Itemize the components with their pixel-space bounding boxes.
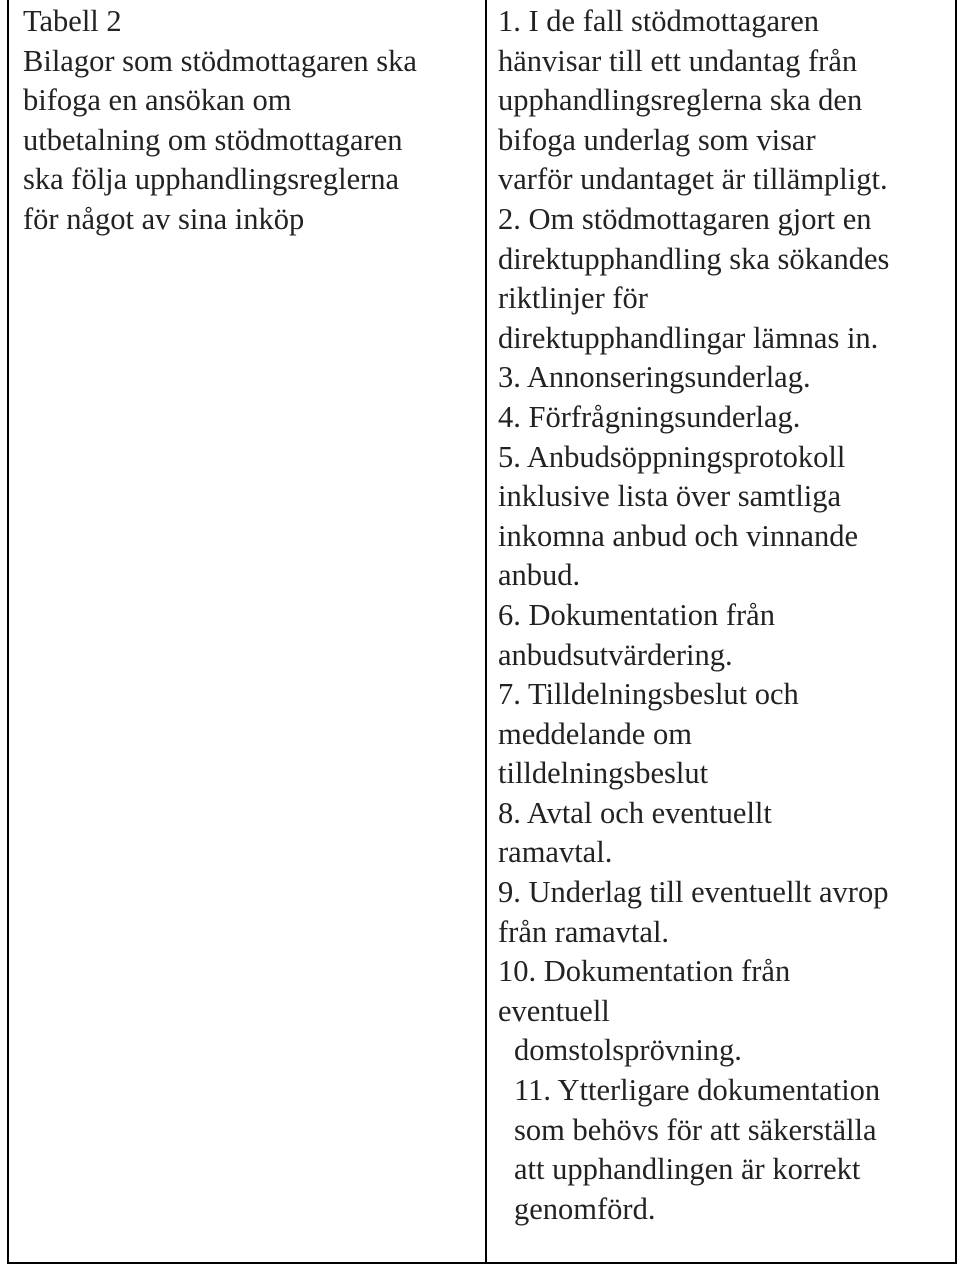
list-item-line: direktupphandlingar lämnas in. [498, 320, 879, 355]
list-item-line: 5. Anbudsöppningsprotokoll [498, 439, 846, 474]
list-item-line: 1. I de fall stödmottagaren [498, 4, 819, 38]
left-cell [23, 2, 473, 240]
list-item-line: 8. Avtal och eventuellt [498, 795, 772, 830]
table-description-line: för något av sina inköp [23, 201, 305, 236]
list-item-line: hänvisar till ett undantag från [498, 43, 858, 78]
list-item-line: inkomna anbud och vinnande [498, 518, 858, 553]
list-item-line: 3. Annonseringsunderlag. [498, 360, 811, 395]
list-item-line: 11. Ytterligare dokumentation [514, 1073, 881, 1108]
list-item-line: tilldelningsbeslut [498, 756, 709, 791]
column-divider [485, 0, 487, 1262]
list-item-line: meddelande om [498, 716, 692, 751]
list-item-line: 7. Tilldelningsbeslut och [498, 677, 799, 712]
list-item-line: riktlinjer för [498, 281, 648, 316]
table-description-line: utbetalning om stödmottagaren [23, 122, 403, 157]
list-item-line: 10. Dokumentation från [498, 954, 791, 989]
list-item-line: 4. Förfrågningsunderlag. [498, 399, 801, 434]
list-item-line: eventuell [498, 993, 610, 1028]
list-item-line: ramavtal. [498, 835, 613, 870]
right-cell-list [498, 2, 953, 1229]
list-item-line: att upphandlingen är korrekt [514, 1152, 861, 1187]
list-item-line: anbudsutvärdering. [498, 637, 733, 672]
list-item-line: upphandlingsreglerna ska den [498, 83, 863, 118]
list-item-line: bifoga underlag som visar [498, 122, 816, 157]
list-item-line: domstolsprövning. [514, 1033, 742, 1068]
list-item-line: från ramavtal. [498, 914, 670, 949]
list-item-line: varför undantaget är tillämpligt. [498, 162, 888, 197]
table-description-line: ska följa upphandlingsreglerna [23, 162, 400, 197]
table-description-line: Bilagor som stödmottagaren ska [23, 43, 417, 78]
attachments-table [7, 0, 957, 1264]
list-item-line: genomförd. [514, 1191, 656, 1226]
list-item-line: 9. Underlag till eventuellt avrop [498, 875, 889, 910]
list-item-line: 2. Om stödmottagaren gjort en [498, 201, 872, 236]
list-item-line: anbud. [498, 558, 581, 593]
list-item-line: som behövs för att säkerställa [514, 1112, 877, 1147]
table-description-line: bifoga en ansökan om [23, 83, 292, 118]
list-item-line: direktupphandling ska sökandes [498, 241, 890, 276]
table-title: Tabell 2 [23, 4, 122, 38]
list-item-line: 6. Dokumentation från [498, 597, 775, 632]
list-item-line: inklusive lista över samtliga [498, 479, 842, 514]
